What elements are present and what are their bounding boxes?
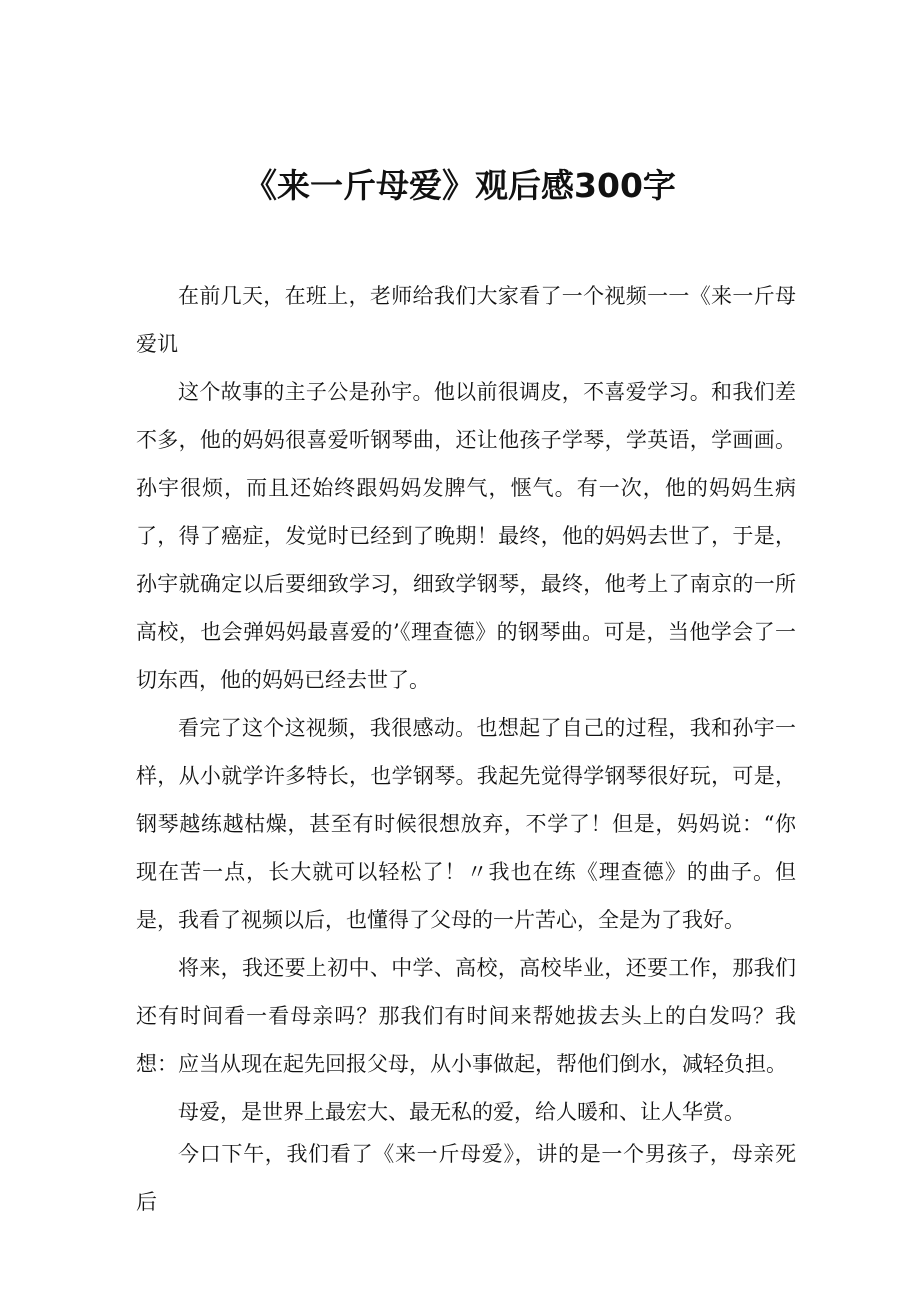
paragraph-2: 这个故事的主子公是孙宇。他以前很调皮，不喜爱学习。和我们差不多，他的妈妈很喜爱听钢琴曲，还让他孩子学琴，学英语，学画画。孙宇很烦，而且还始终跟妈妈发脾气，惬气。有一次，他的妈妈生病了，得了癌症，发觉时已经到了晚期！最终，他的妈妈去世了，于是，孙宇就确定以后要细致学习，细致学钢琴，最终，他考上了南京的一所高校，也会弹妈妈最喜爱的’《理查德》的钢琴曲。可是，当他学会了一切东西，他的妈妈已经去世了。 [136, 380, 796, 692]
paragraph-4: 将来，我还要上初中、中学、高校，高校毕业，还要工作，那我们还有时间看一看母亲吗？那我们有时间来帮她拔去头上的白发吗？我想：应当从现在起先回报父母，从小事做起，帮他们倒水，减轻负担。 [136, 956, 796, 1076]
paragraph-1: 在前几天，在班上，老师给我们大家看了一个视频一一《来一斤母爱讥 [136, 284, 796, 356]
paragraph-5: 母爱，是世界上最宏大、最无私的爱，给人暖和、让人华赏。 [178, 1100, 745, 1124]
paragraph-3: 看完了这个这视频，我很感动。也想起了自己的过程，我和孙宇一样，从小就学许多特长，也学钢琴。我起先觉得学钢琴很好玩，可是，钢琴越练越枯燥，甚至有时候很想放弃，不学了！但是，妈妈说：“你现在苦一点，长大就可以轻松了！〃我也在练《理查德》的曲子。但是，我看了视频以后，也懂得了父母的一片苦心，全是为了我好。 [136, 716, 796, 932]
paragraph-6: 今口下午，我们看了《来一斤母爱》，讲的是一个男孩子，母亲死后 [136, 1142, 796, 1214]
document-title: 《来一斤母爱》观后感300字 [244, 166, 676, 206]
